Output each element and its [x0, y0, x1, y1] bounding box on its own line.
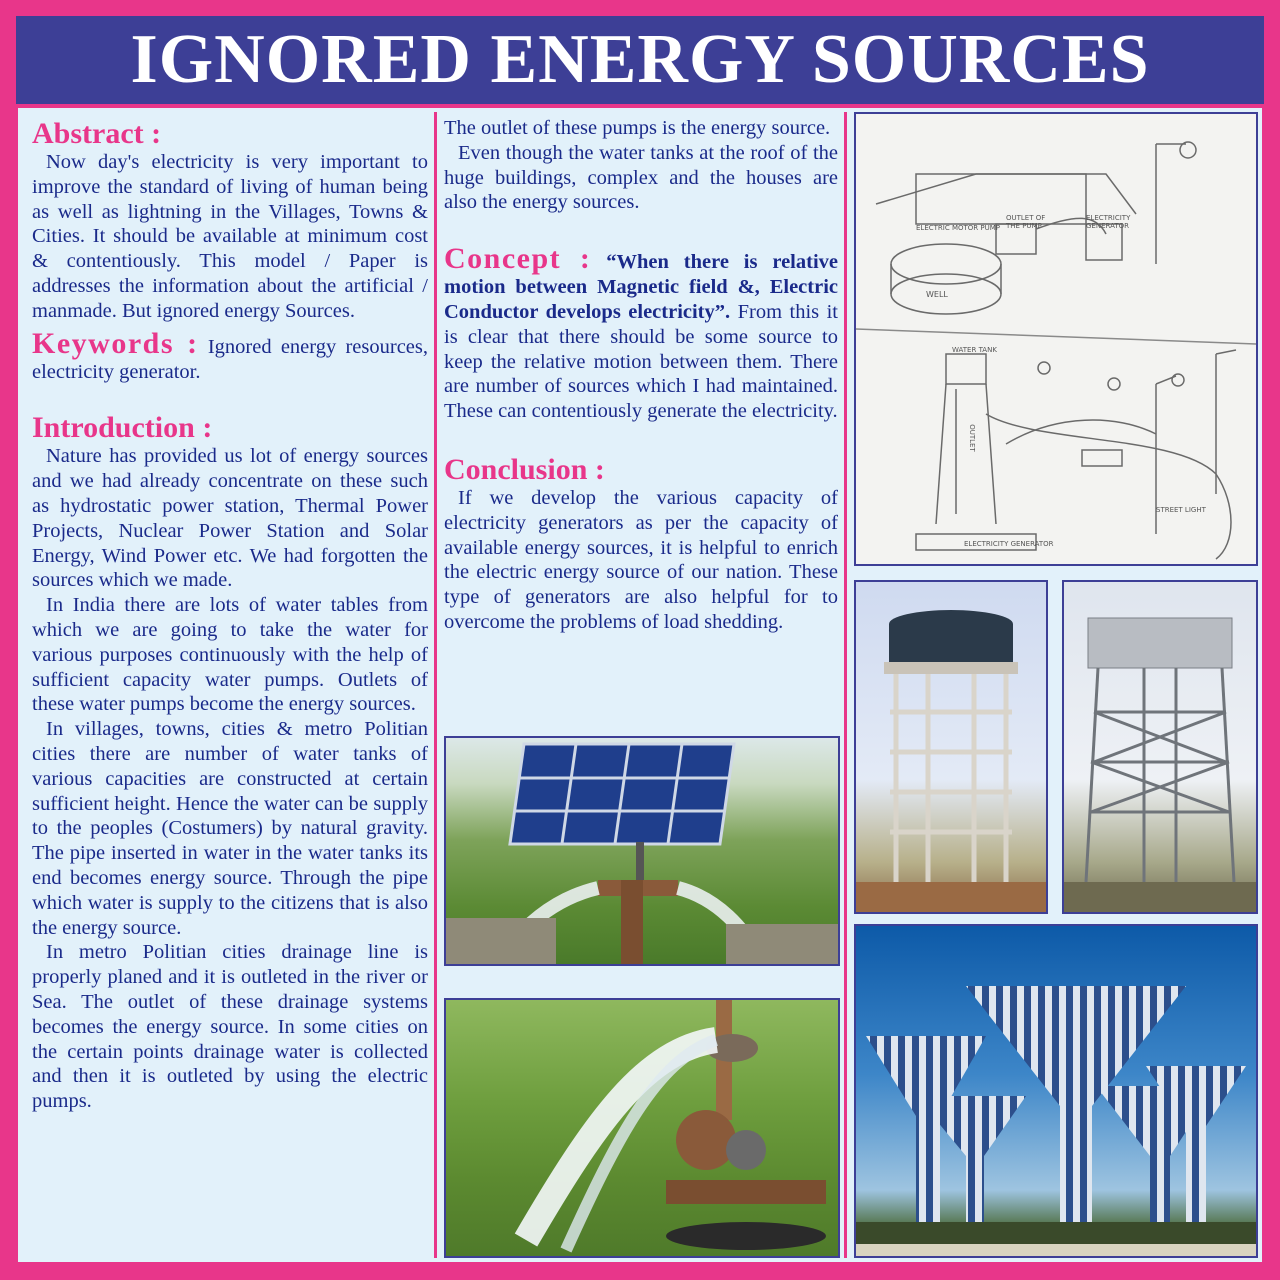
- sketch-label: WELL: [926, 290, 948, 299]
- solar-pump-photo: [444, 736, 840, 966]
- sketch-label: ELECTRICITY GENERATOR: [964, 540, 1054, 548]
- column-divider: [434, 112, 437, 1258]
- mushroom-towers-illustration: [856, 926, 1256, 1256]
- water-pump-illustration: [446, 1000, 838, 1256]
- abstract-text: Now day's electricity is very important to improve the standard of living of human being as well as lightning in the Villages, Towns & Cities. It should be available at minimum cost & contentiously. This model / Paper is addresses the information about the artificial / manmade. But ignored energy Sources.: [32, 151, 428, 322]
- column-middle: [444, 108, 838, 635]
- concrete-water-tank-photo: [854, 580, 1048, 914]
- concrete-tank-illustration: [856, 582, 1046, 912]
- column-left: [32, 108, 428, 1114]
- keywords-text: Ignored energy resources, electricity generator.: [32, 335, 429, 383]
- roof-tank-text: Even though the water tanks at the roof of the huge buildings, complex and the houses are also the energy sources.: [444, 141, 838, 214]
- sketch-label: ELECTRIC MOTOR PUMP: [916, 224, 1000, 232]
- keywords-heading: Keywords :: [32, 326, 199, 360]
- sketch-label: ELECTRICITY GENERATOR: [1086, 214, 1131, 230]
- sketch-label: WATER TANK: [952, 346, 997, 354]
- intro-paragraph: Nature has provided us lot of energy sources and we had already concentrate on these such as hydrostatic power station, Thermal Power Projects, Nuclear Power Station and Solar Energy, Wind Power etc. We had forgotten the sources which we made.: [32, 445, 428, 592]
- abstract-heading: Abstract :: [32, 117, 162, 150]
- poster: [12, 12, 1268, 1268]
- concept-text: From this it is clear that there should be some source to keep the relative motion between them. There are number of sources which I had maintained. These can contentiously generate the electricity.: [444, 300, 839, 423]
- intro-paragraph: In India there are lots of water tables from which we are going to take the water for various purposes continuously with the help of sufficient capacity water pumps. Outlets of these water pumps become the energy sources.: [32, 594, 428, 716]
- conclusion-text: If we develop the various capacity of electricity generators as per the capacity of available energy sources, it is helpful to enrich the electric energy source of our nation. These type of generators are also helpful for to overcome the problems of load shedding.: [444, 486, 838, 633]
- concept-sketch: [854, 112, 1258, 566]
- conclusion-heading: Conclusion :: [444, 452, 605, 486]
- mushroom-water-towers-photo: [854, 924, 1258, 1258]
- content-panel: [18, 108, 1262, 1262]
- continued-text: The outlet of these pumps is the energy source.: [444, 117, 831, 139]
- sketch-label: OUTLET: [967, 424, 976, 452]
- sketch-label: STREET LIGHT: [1156, 506, 1206, 514]
- introduction-heading: Introduction :: [32, 411, 213, 445]
- intro-paragraph: In metro Politian cities drainage line is properly planed and it is outleted in the river or Sea. The outlet of these drainage systems becomes the energy source. In some cities on the certain points drainage water is collected and then it is outleted by using the electric pumps.: [32, 941, 428, 1113]
- solar-pump-illustration: [446, 738, 838, 964]
- water-pump-photo: [444, 998, 840, 1258]
- concept-quote: “When there is relative motion between Magnetic field &, Electric Conductor develops electricity”.: [444, 251, 838, 323]
- steel-water-tank-photo: [1062, 580, 1258, 914]
- sketch-drawing: [856, 114, 1256, 564]
- title-banner: [16, 16, 1264, 104]
- intro-paragraph: In villages, towns, cities & metro Politian cities there are number of water tanks of various capacities are constructed at certain sufficient height. Hence the water can be supply to the peoples (Costumers) by natural gravity. The pipe inserted in water in the water tanks its end becomes energy source. Through the pipe which water is supply to the citizens that is also the energy source.: [32, 718, 428, 939]
- concept-block: [444, 243, 838, 424]
- poster-title: IGNORED ENERGY SOURCES: [130, 21, 1150, 98]
- steel-tank-illustration: [1064, 582, 1256, 912]
- sketch-label: OUTLET OF THE PUMP: [1006, 214, 1046, 230]
- keywords-block: [32, 328, 428, 385]
- column-divider: [844, 112, 847, 1258]
- concept-heading: Concept :: [444, 242, 592, 276]
